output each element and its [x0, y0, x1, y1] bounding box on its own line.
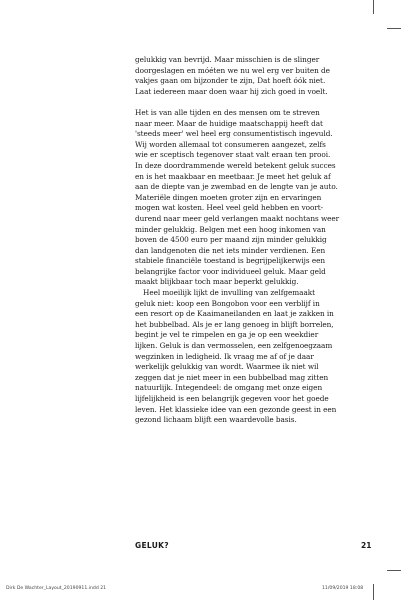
text-line: aan de diepte van je zwembad en de lengte van je auto.: [135, 182, 338, 192]
text-line: dan landgenoten die net iets minder verdienen. Een: [135, 245, 326, 255]
text-line: het bubbelbad. Als je er lang genoeg in blijft borrelen,: [135, 319, 334, 329]
text-line: belangrijke factor voor individueel geluk. Maar geld: [135, 266, 326, 276]
body-text: [135, 55, 375, 426]
text-line: leven. Het klassieke idee van een gezonde geest in een: [135, 404, 337, 414]
text-line: Materiële dingen moeten groter zijn en ervaringen: [135, 192, 322, 202]
text-line: een resort op de Kaaimaneilanden en laat je zakken in: [135, 309, 334, 319]
text-line: boven de 4500 euro per maand zijn minder gelukkig: [135, 235, 327, 245]
text-line: lijken. Geluk is dan vermosselen, een zelfgenoegzaam: [135, 341, 333, 351]
crop-mark: [373, 584, 374, 600]
text-line: en is het maakbaar en meetbaar. Je meet het geluk af: [135, 171, 331, 181]
crop-mark: [373, 0, 374, 14]
text-line: vakjes gaan om bijzonder te zijn, Dat hoeft óók niet.: [135, 76, 326, 86]
text-line: mogen wat kosten. Heel veel geld hebben en voort-: [135, 203, 324, 213]
slug-filename: Dirk De Wachter_Layout_20190911.indd 21: [6, 586, 107, 591]
text-line: wegzinken in ledigheid. Ik vraag me af of je daar: [135, 351, 314, 361]
text-line: stabiele financiële toestand is begrijpelijkerwijs een: [135, 256, 326, 266]
text-line: durend naar meer geld verlangen maakt nochtans weer: [135, 213, 340, 223]
text-line: begint je vel te rimpelen en ga je op een weekdier: [135, 330, 319, 340]
text-line: werkelijk gelukkig van wordt. Waarmee ik niet wil: [135, 362, 319, 372]
text-line: doorgeslagen en móéten we nu wel erg ver buiten de: [135, 65, 330, 75]
text-line: zeggen dat je niet meer in een bubbelbad mag zitten: [135, 372, 329, 382]
text-line: maakt blijkbaar toch maar beperkt gelukkig.: [135, 277, 299, 287]
text-line: gezond lichaam blijft een waardevolle basis.: [135, 415, 297, 425]
crop-mark: [387, 28, 401, 29]
text-line: Heel moeilijk lijkt de invulling van zelfgemaakt: [143, 288, 315, 298]
text-line: 'steeds meer' wel heel erg consumentistisch ingevuld.: [135, 129, 333, 139]
text-line: Laat iedereen maar doen waar hij zich goed in voelt.: [135, 86, 328, 96]
text-line: In deze doordrammende wereld betekent geluk succes: [135, 160, 336, 170]
text-line: Het is van alle tijden en des mensen om te streven: [135, 107, 320, 117]
page-number: 21: [361, 541, 372, 550]
text-line: naar meer. Maar de huidige maatschappij heeft dat: [135, 118, 323, 128]
text-line: wie er sceptisch tegenover staat valt eraan ten prooi.: [135, 150, 331, 160]
text-line: lijfelijkheid is een belangrijk gegeven voor het goede: [135, 394, 329, 403]
text-line: natuurlijk. Integendeel: de omgang met onze eigen: [135, 383, 323, 393]
crop-mark: [387, 570, 401, 571]
text-line: Wij worden allemaal tot consumeren aangezet, zelfs: [135, 139, 326, 149]
running-head: GELUK?: [135, 541, 169, 550]
text-line: geluk niet: koop een Bongobon voor een verblijf in: [135, 298, 320, 308]
slug-timestamp: 11/09/2019 18:08: [322, 586, 364, 591]
text-line: minder gelukkig. Belgen met een hoog inkomen van: [135, 224, 326, 234]
text-line: gelukkig van bevrijd. Maar misschien is de slinger: [135, 55, 320, 64]
